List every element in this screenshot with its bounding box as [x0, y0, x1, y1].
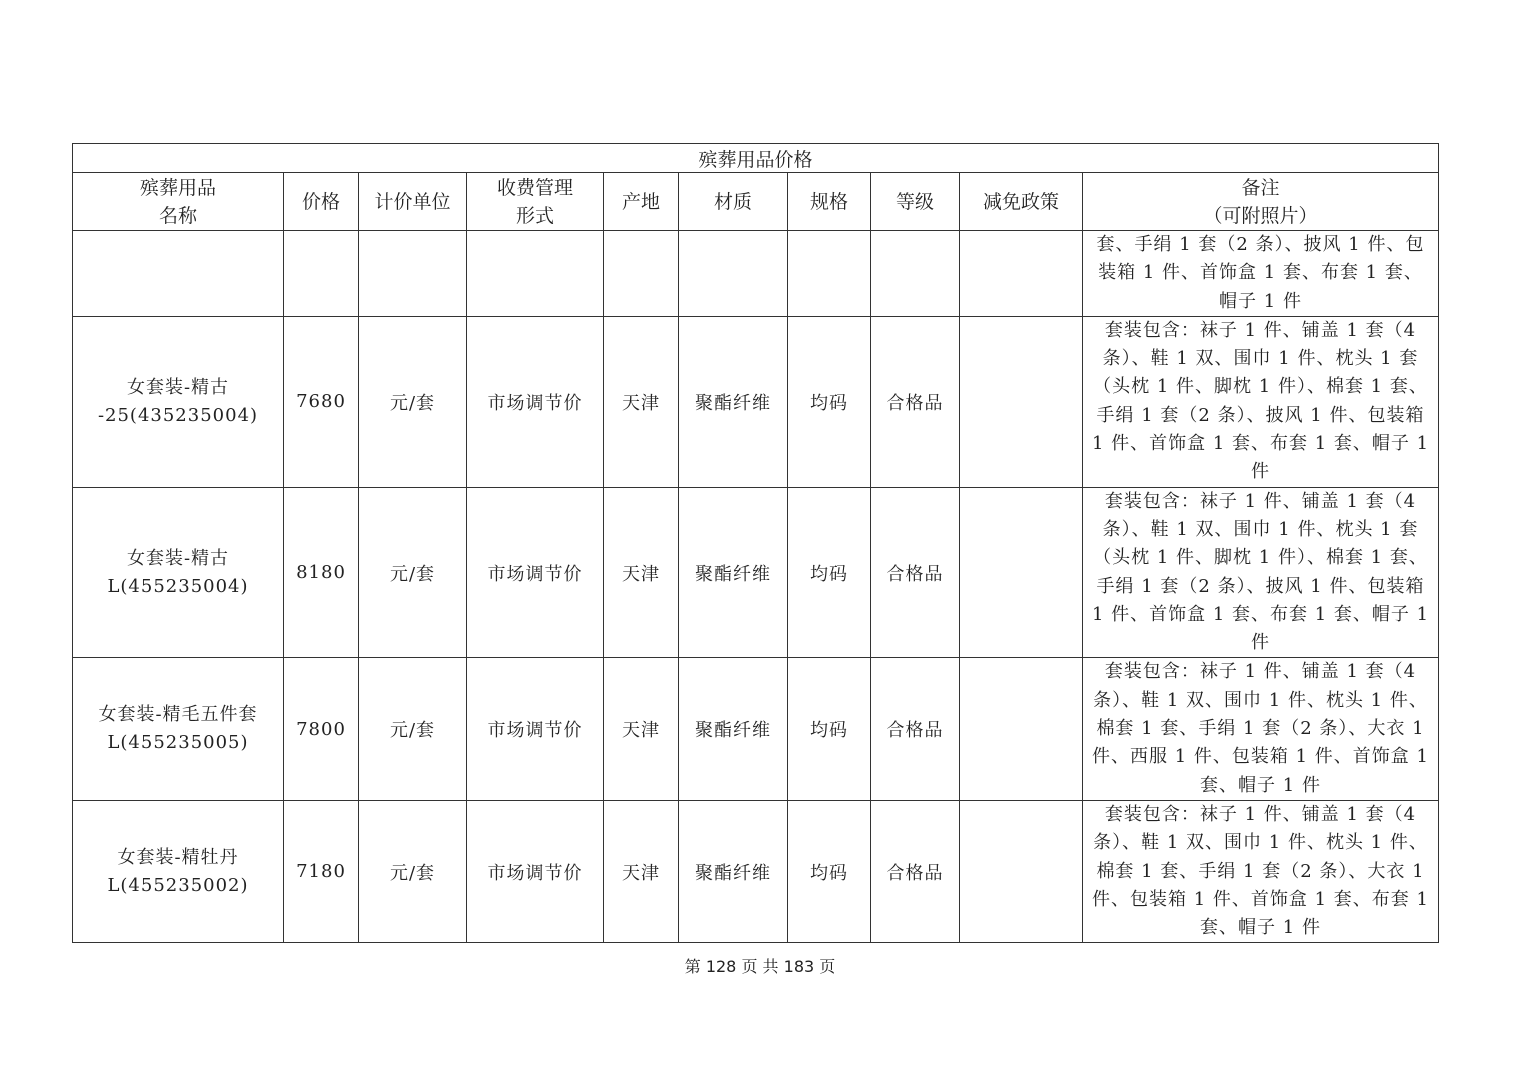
item-origin: 天津 [604, 658, 679, 800]
item-name: 女套装-精古 L(455235004) [73, 487, 284, 658]
header-name: 殡葬用品 名称 [73, 173, 284, 231]
table-row [73, 800, 1439, 942]
item-unit: 元/套 [359, 487, 467, 658]
total-pages-number: 183 [783, 957, 815, 976]
header-policy: 减免政策 [960, 173, 1083, 231]
item-material: 聚酯纤维 [679, 800, 788, 942]
item-note: 套装包含：袜子 1 件、铺盖 1 套（4 条）、鞋 1 双、围巾 1 件、枕头 1 套（头枕 1 件、脚枕 1 件）、棉套 1 套、手绢 1 套（2 条）、披风 1 件、包装箱 1 件、首饰盒 1 套、布套 1 套、帽子 1 件 [1083, 316, 1439, 487]
page-footer [0, 954, 1520, 977]
item-spec: 均码 [788, 316, 871, 487]
table-row [73, 316, 1439, 487]
item-mgmt: 市场调节价 [467, 487, 604, 658]
item-policy [960, 231, 1083, 317]
header-note: 备注 （可附照片） [1083, 173, 1439, 231]
header-row [73, 173, 1439, 231]
item-policy [960, 658, 1083, 800]
item-name: 女套装-精牡丹 L(455235002) [73, 800, 284, 942]
item-spec [788, 231, 871, 317]
table-row [73, 487, 1439, 658]
item-mgmt: 市场调节价 [467, 658, 604, 800]
header-origin: 产地 [604, 173, 679, 231]
item-origin: 天津 [604, 316, 679, 487]
item-price: 7180 [284, 800, 359, 942]
header-unit: 计价单位 [359, 173, 467, 231]
footer-middle: 页 共 [741, 957, 779, 976]
item-grade: 合格品 [871, 487, 960, 658]
item-price: 7680 [284, 316, 359, 487]
item-spec: 均码 [788, 800, 871, 942]
item-note: 套装包含：袜子 1 件、铺盖 1 套（4 条）、鞋 1 双、围巾 1 件、枕头 1 套（头枕 1 件、脚枕 1 件）、棉套 1 套、手绢 1 套（2 条）、披风 1 件、包装箱 1 件、首饰盒 1 套、布套 1 套、帽子 1 件 [1083, 487, 1439, 658]
item-price: 8180 [284, 487, 359, 658]
item-origin: 天津 [604, 800, 679, 942]
item-policy [960, 316, 1083, 487]
item-mgmt: 市场调节价 [467, 316, 604, 487]
item-name [73, 231, 284, 317]
item-spec: 均码 [788, 487, 871, 658]
header-material: 材质 [679, 173, 788, 231]
item-name: 女套装-精古 -25(435235004) [73, 316, 284, 487]
item-grade: 合格品 [871, 658, 960, 800]
item-price [284, 231, 359, 317]
item-grade [871, 231, 960, 317]
item-origin [604, 231, 679, 317]
item-policy [960, 487, 1083, 658]
item-material: 聚酯纤维 [679, 658, 788, 800]
table-row [73, 231, 1439, 317]
current-page-number: 128 [705, 957, 737, 976]
item-grade: 合格品 [871, 800, 960, 942]
header-spec: 规格 [788, 173, 871, 231]
price-table [72, 143, 1439, 943]
item-note: 套装包含：袜子 1 件、铺盖 1 套（4 条）、鞋 1 双、围巾 1 件、枕头 1 件、棉套 1 套、手绢 1 套（2 条）、大衣 1 件、包装箱 1 件、首饰盒 1 套、布套 1 套、帽子 1 件 [1083, 800, 1439, 942]
item-policy [960, 800, 1083, 942]
header-price: 价格 [284, 173, 359, 231]
table-row [73, 658, 1439, 800]
item-name: 女套装-精毛五件套 L(455235005) [73, 658, 284, 800]
item-mgmt [467, 231, 604, 317]
item-unit [359, 231, 467, 317]
footer-suffix: 页 [819, 957, 836, 976]
table-title: 殡葬用品价格 [73, 144, 1439, 173]
item-note: 套装包含：袜子 1 件、铺盖 1 套（4 条）、鞋 1 双、围巾 1 件、枕头 1 件、棉套 1 套、手绢 1 套（2 条）、大衣 1 件、西服 1 件、包装箱 1 件、首饰盒 1 套、帽子 1 件 [1083, 658, 1439, 800]
item-mgmt: 市场调节价 [467, 800, 604, 942]
item-material: 聚酯纤维 [679, 487, 788, 658]
item-unit: 元/套 [359, 316, 467, 487]
header-grade: 等级 [871, 173, 960, 231]
item-spec: 均码 [788, 658, 871, 800]
item-unit: 元/套 [359, 800, 467, 942]
item-origin: 天津 [604, 487, 679, 658]
item-material: 聚酯纤维 [679, 316, 788, 487]
footer-prefix: 第 [684, 957, 701, 976]
item-material [679, 231, 788, 317]
item-grade: 合格品 [871, 316, 960, 487]
item-price: 7800 [284, 658, 359, 800]
header-mgmt: 收费管理 形式 [467, 173, 604, 231]
item-note: 套、手绢 1 套（2 条）、披风 1 件、包装箱 1 件、首饰盒 1 套、布套 1 套、帽子 1 件 [1083, 231, 1439, 317]
item-unit: 元/套 [359, 658, 467, 800]
